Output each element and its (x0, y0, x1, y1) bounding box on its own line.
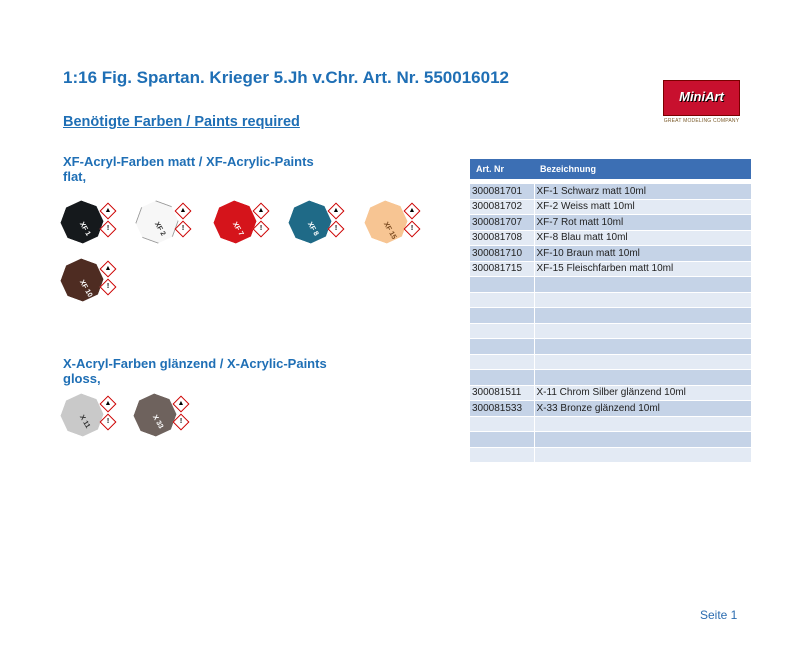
logo-tagline: GREAT MODELING COMPANY (663, 118, 740, 124)
bezeichnung-cell: X-11 Chrom Silber glänzend 10ml (534, 385, 751, 401)
art-nr-cell (470, 277, 534, 293)
art-nr-cell (470, 354, 534, 370)
paint-code: XF 1 (77, 221, 92, 238)
art-nr-cell: 300081715 (470, 261, 534, 277)
table-row (470, 447, 751, 463)
logo-text: MiniArt (679, 89, 724, 104)
flammable-warning-icon: ▲ (100, 203, 117, 220)
bezeichnung-cell (534, 323, 751, 339)
art-nr-cell (470, 339, 534, 355)
paint-swatch (62, 197, 112, 247)
paint-code: XF 15 (381, 221, 398, 241)
art-nr-cell (470, 308, 534, 324)
paint-swatch (137, 197, 187, 247)
art-nr-cell (470, 323, 534, 339)
flammable-warning-icon: ▲ (100, 261, 117, 278)
art-nr-cell: 300081710 (470, 246, 534, 262)
bezeichnung-cell (534, 339, 751, 355)
bezeichnung-cell: X-33 Bronze glänzend 10ml (534, 401, 751, 417)
table-row (470, 199, 751, 215)
paint-code: XF 7 (230, 221, 245, 238)
bezeichnung-cell: XF-8 Blau matt 10ml (534, 230, 751, 246)
art-nr-cell: 300081511 (470, 385, 534, 401)
art-nr-cell: 300081708 (470, 230, 534, 246)
art-nr-cell (470, 416, 534, 432)
table-row (470, 339, 751, 355)
bezeichnung-cell (534, 370, 751, 386)
flammable-warning-icon: ▲ (173, 396, 190, 413)
table-row (470, 370, 751, 386)
art-nr-cell: 300081701 (470, 184, 534, 200)
exclamation-warning-icon: ! (100, 221, 117, 238)
bezeichnung-cell (534, 354, 751, 370)
paints-required-heading: Benötigte Farben / Paints required (63, 114, 300, 130)
bezeichnung-cell (534, 277, 751, 293)
paint-swatch (215, 197, 265, 247)
paint-code: X 33 (150, 414, 165, 430)
art-nr-cell: 300081702 (470, 199, 534, 215)
art-nr-cell: 300081707 (470, 215, 534, 231)
table-row (470, 416, 751, 432)
bezeichnung-cell: XF-15 Fleischfarben matt 10ml (534, 261, 751, 277)
flammable-warning-icon: ▲ (175, 203, 192, 220)
paint-swatch (135, 390, 185, 440)
bezeichnung-cell (534, 292, 751, 308)
header-art-nr: Art. Nr (470, 159, 534, 179)
art-nr-cell (470, 370, 534, 386)
page-number: Seite 1 (700, 608, 738, 622)
table-row (470, 215, 751, 231)
bezeichnung-cell (534, 447, 751, 463)
exclamation-warning-icon: ! (253, 221, 270, 238)
xf-section-heading: XF-Acryl-Farben matt / XF-Acrylic-Paints flat, (63, 154, 314, 184)
bezeichnung-cell (534, 308, 751, 324)
paints-table (470, 159, 751, 463)
exclamation-warning-icon: ! (404, 221, 421, 238)
header-bezeichnung: Bezeichnung (534, 159, 751, 179)
table-row (470, 261, 751, 277)
exclamation-warning-icon: ! (100, 279, 117, 296)
bezeichnung-cell (534, 416, 751, 432)
table-header-row (470, 159, 751, 179)
art-nr-cell (470, 432, 534, 448)
table-row (470, 432, 751, 448)
paint-code: XF 2 (152, 221, 167, 238)
table-row (470, 354, 751, 370)
table-row (470, 184, 751, 200)
exclamation-warning-icon: ! (100, 414, 117, 431)
paint-swatch (290, 197, 340, 247)
paint-code: X 11 (77, 414, 92, 430)
bezeichnung-cell (534, 432, 751, 448)
flammable-warning-icon: ▲ (404, 203, 421, 220)
flammable-warning-icon: ▲ (328, 203, 345, 220)
paint-swatch (62, 255, 112, 305)
flammable-warning-icon: ▲ (100, 396, 117, 413)
table-row (470, 246, 751, 262)
art-nr-cell (470, 292, 534, 308)
table-row (470, 385, 751, 401)
paint-code: XF 8 (305, 221, 320, 238)
exclamation-warning-icon: ! (173, 414, 190, 431)
table-row (470, 323, 751, 339)
bezeichnung-cell: XF-7 Rot matt 10ml (534, 215, 751, 231)
page-title: 1:16 Fig. Spartan. Krieger 5.Jh v.Chr. Art. Nr. 550016012 (63, 68, 509, 87)
flammable-warning-icon: ▲ (253, 203, 270, 220)
bezeichnung-cell: XF-2 Weiss matt 10ml (534, 199, 751, 215)
bezeichnung-cell: XF-1 Schwarz matt 10ml (534, 184, 751, 200)
paint-code: XF 10 (77, 279, 94, 299)
bezeichnung-cell: XF-10 Braun matt 10ml (534, 246, 751, 262)
table-body (470, 179, 751, 463)
table-row (470, 308, 751, 324)
art-nr-cell: 300081533 (470, 401, 534, 417)
paint-swatch (366, 197, 416, 247)
art-nr-cell (470, 447, 534, 463)
table-row (470, 230, 751, 246)
table-row (470, 277, 751, 293)
paint-swatch (62, 390, 112, 440)
table-row (470, 401, 751, 417)
exclamation-warning-icon: ! (328, 221, 345, 238)
exclamation-warning-icon: ! (175, 221, 192, 238)
table-row (470, 292, 751, 308)
x-section-heading: X-Acryl-Farben glänzend / X-Acrylic-Paints gloss, (63, 356, 327, 386)
miniart-logo (660, 80, 743, 124)
